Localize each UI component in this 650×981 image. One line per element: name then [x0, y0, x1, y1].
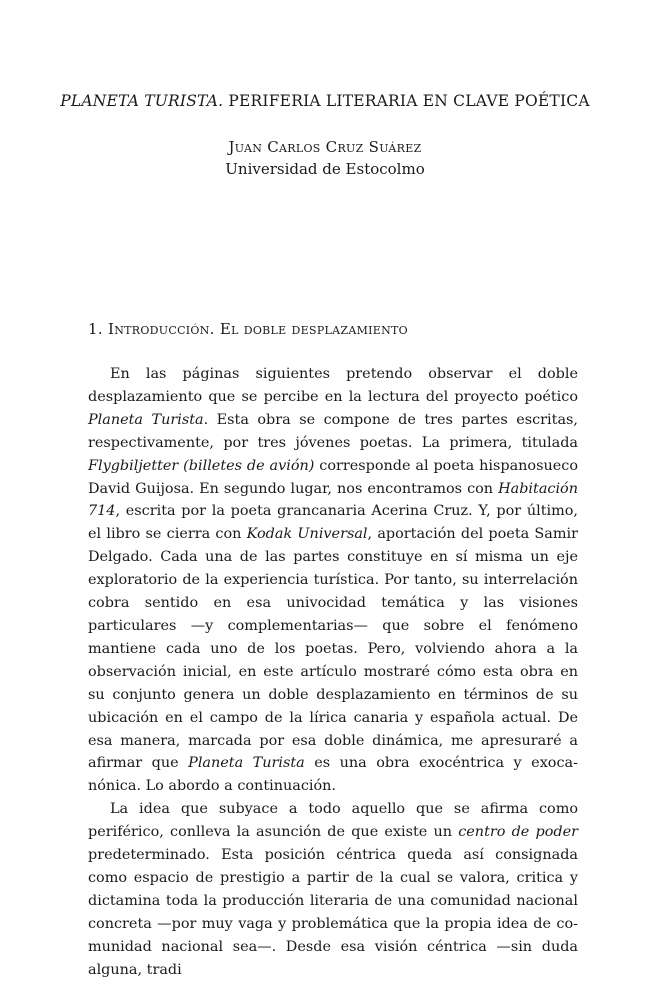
paragraph-text: es una obra exocéntrica y exocanónica. Lo abordo a continuación. — [88, 755, 578, 795]
italic-text: Flygbiljetter (billetes de avión) — [88, 457, 315, 474]
article-title — [0, 92, 650, 110]
paragraph-text: La idea que subyace a todo aquello que se afirma como periférico, conlleva la asunción de que existe un — [88, 801, 578, 841]
italic-text: Kodak Universal — [246, 526, 368, 543]
body-paragraph — [88, 363, 578, 798]
body-paragraph — [88, 798, 578, 981]
italic-text: Planeta Turista — [188, 755, 305, 772]
paragraph-text: , aportación del poeta Samir Delgado. Cada una de las partes constituye en sí misma un eje exploratorio de la experiencia turística. Por tanto, su interrelación cobra sentido en esa univocidad temática y las visiones particulares —y complementarias— que sobre el fenómeno mantiene cada uno de los poetas. Pero, volviendo ahora a la observación inicial, en este artículo mostraré cómo esta obra en su conjunto genera un doble desplazamiento en términos de su ubicación en el campo de la lírica canaria y española actual. De esa manera, marcada por esa doble dinámica, me apresuraré a afirmar que — [88, 526, 578, 772]
body-text — [88, 363, 578, 981]
paragraph-text: En las páginas siguientes pretendo observar el doble desplazamiento que se percibe en la lectura del proyecto poético — [88, 366, 578, 405]
section-heading: 1. Introducción. El doble desplazamiento — [88, 320, 408, 338]
italic-text: Planeta Turista — [88, 411, 204, 428]
paragraph-text: . Esta obra se compone de tres partes escritas, respectivamente, por tres jóvenes poetas. La primera, titulada — [88, 411, 578, 451]
paragraph-text: predeterminado. Esta posición céntrica queda así consignada como espacio de prestigio a partir de la cual se valora, critica y dictamina toda la producción literaria de una comunidad nacional concreta —por muy vaga y problemática que la propia idea de comunidad nacional sea—. Desde esa visión céntrica —sin duda alguna, tradi — [88, 847, 578, 978]
italic-text: centro de poder — [458, 824, 578, 841]
paragraph-text: , escrita por la poeta grancanaria Acerina Cruz. Y, por último, el libro se cierra con — [88, 503, 578, 543]
title-italic: PLANETA TURISTA. — [60, 92, 224, 110]
paragraph-text: corresponde al poeta hispanosueco David Guijosa. En segundo lugar, nos encontramos con — [88, 457, 578, 497]
italic-text: Habitación 714 — [88, 480, 578, 520]
author-name: Juan Carlos Cruz Suárez — [228, 138, 422, 156]
author-affiliation: Universidad de Estocolmo — [225, 160, 425, 178]
title-rest: PERIFERIA LITERARIA EN CLAVE POÉTICA — [223, 92, 590, 110]
